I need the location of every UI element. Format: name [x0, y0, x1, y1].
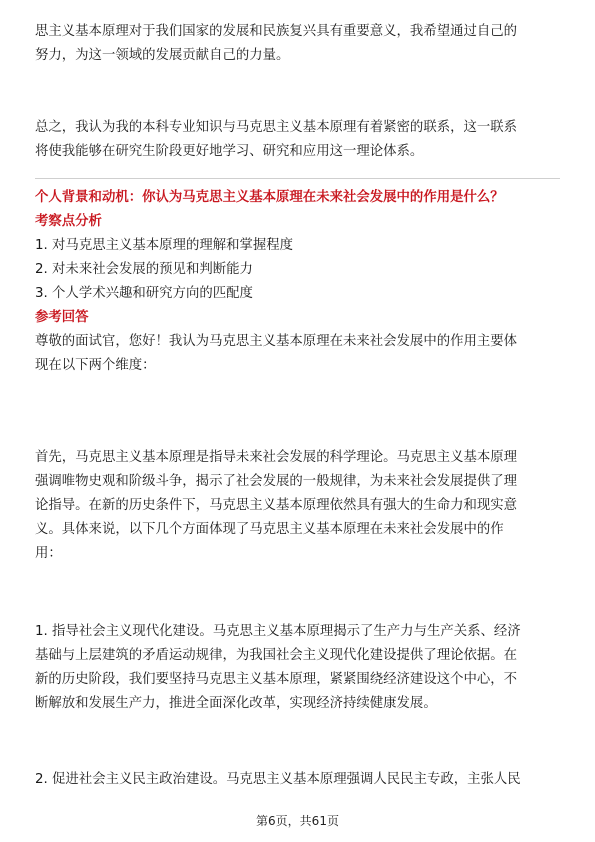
question-block [35, 186, 565, 378]
text-line: 将使我能够在研究生阶段更好地学习、研究和应用这一理论体系。 [35, 144, 424, 159]
text-line: 义。具体来说，以下几个方面体现了马克思主义基本原理在未来社会发展中的作 [35, 522, 504, 537]
text-line: 断解放和发展生产力，推进全面深化改革，实现经济持续健康发展。 [35, 696, 437, 711]
reference-heading: 参考回答 [35, 310, 89, 325]
analysis-point: 1. 对马克思主义基本原理的理解和掌握程度 [35, 238, 294, 253]
text-line: 努力，为这一领域的发展贡献自己的力量。 [35, 48, 290, 63]
text-line: 强调唯物史观和阶级斗争，揭示了社会发展的一般规律，为未来社会发展提供了理 [35, 474, 518, 489]
intro-paragraph [35, 20, 565, 68]
point-one-paragraph [35, 620, 565, 716]
analysis-point: 3. 个人学术兴趣和研究方向的匹配度 [35, 286, 253, 301]
text-line: 论指导。在新的历史条件下，马克思主义基本原理依然具有强大的生命力和现实意 [35, 498, 518, 513]
answer-first-paragraph [35, 446, 565, 566]
summary-paragraph [35, 116, 565, 164]
point-two-paragraph [35, 768, 565, 792]
text-line: 基础与上层建筑的矛盾运动规律，为我国社会主义现代化建设提供了理论依据。在 [35, 648, 518, 663]
analysis-point: 2. 对未来社会发展的预见和判断能力 [35, 262, 253, 277]
page-number: 第6页，共61页 [256, 814, 339, 828]
text-line: 尊敬的面试官，您好！我认为马克思主义基本原理在未来社会发展中的作用主要体 [35, 334, 518, 349]
text-line: 用： [35, 546, 62, 561]
text-line: 新的历史阶段，我们要坚持马克思主义基本原理，紧紧围绕经济建设这个中心，不 [35, 672, 518, 687]
text-line: 现在以下两个维度： [35, 358, 156, 373]
analysis-heading: 考察点分析 [35, 214, 102, 229]
text-line: 2. 促进社会主义民主政治建设。马克思主义基本原理强调人民民主专政，主张人民 [35, 772, 521, 787]
text-line: 首先，马克思主义基本原理是指导未来社会发展的科学理论。马克思主义基本原理 [35, 450, 518, 465]
text-line: 总之，我认为我的本科专业知识与马克思主义基本原理有着紧密的联系，这一联系 [35, 120, 518, 135]
text-line: 1. 指导社会主义现代化建设。马克思主义基本原理揭示了生产力与生产关系、经济 [35, 624, 521, 639]
text-line: 思主义基本原理对于我们国家的发展和民族复兴具有重要意义，我希望通过自己的 [35, 24, 518, 39]
section-divider [35, 178, 560, 179]
question-heading: 个人背景和动机：你认为马克思主义基本原理在未来社会发展中的作用是什么？ [35, 190, 504, 205]
